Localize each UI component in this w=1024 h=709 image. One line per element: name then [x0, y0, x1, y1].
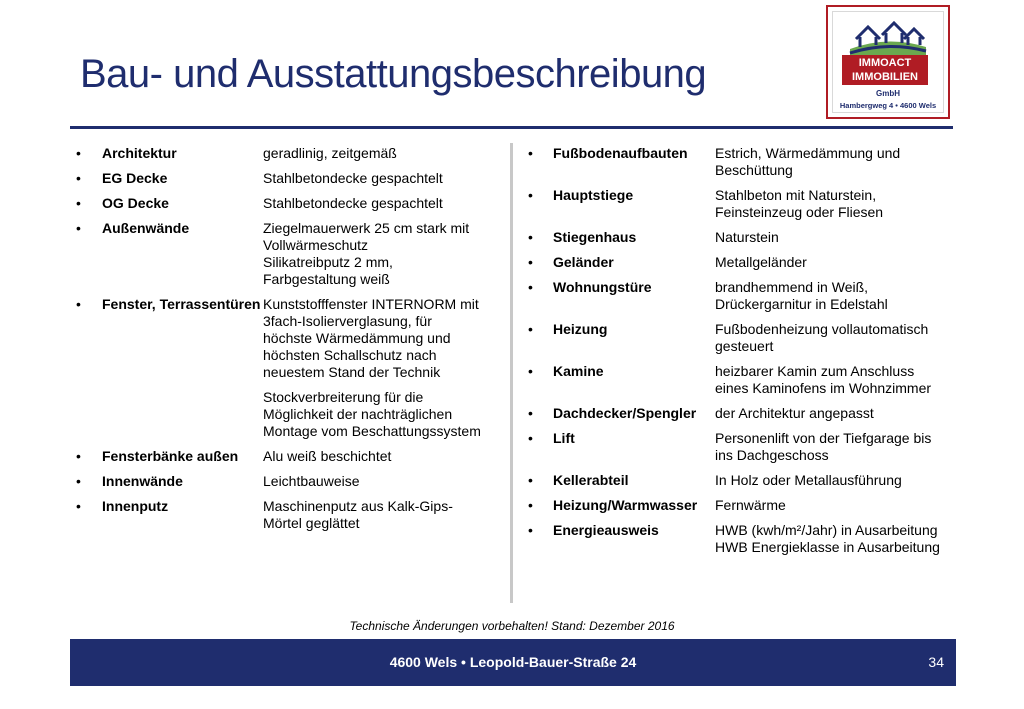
spec-label: Fußbodenaufbauten	[553, 145, 688, 161]
bullet-icon: •	[76, 170, 81, 186]
title-divider	[70, 126, 953, 129]
spec-label: OG Decke	[102, 195, 169, 211]
spec-row	[76, 296, 496, 381]
spec-label: Hauptstiege	[553, 187, 634, 203]
spec-row	[528, 472, 958, 489]
bullet-icon: •	[528, 254, 533, 270]
bullet-icon: •	[528, 522, 533, 538]
spec-label: Fensterbänke außen	[102, 448, 239, 464]
spec-description: Stockverbreiterung für die Möglichkeit der nachträglichen Montage vom Beschattungssystem	[263, 389, 481, 439]
spec-row	[528, 279, 958, 313]
spec-description: heizbarer Kamin zum Anschluss eines Kaminofens im Wohnzimmer	[715, 363, 932, 396]
spec-label: Architektur	[102, 145, 177, 161]
spec-description: Stahlbetondecke gespachtelt	[263, 195, 443, 211]
bullet-icon: •	[76, 473, 81, 489]
spec-description: Alu weiß beschichtet	[263, 448, 392, 464]
spec-description: Stahlbeton mit Naturstein, Feinsteinzeug oder Fliesen	[715, 187, 884, 220]
spec-row	[528, 405, 958, 422]
spec-row	[528, 229, 958, 246]
spec-description: Metallgeländer	[715, 254, 807, 270]
bullet-icon: •	[528, 145, 533, 161]
logo-badge	[842, 55, 928, 85]
spec-label: Lift	[553, 430, 575, 446]
footer-bar	[70, 639, 956, 686]
spec-description: Fernwärme	[715, 497, 786, 513]
logo-line2: IMMOBILIEN	[852, 71, 918, 83]
spec-label: Außenwände	[102, 220, 190, 236]
right-spec-list	[528, 145, 958, 564]
spec-description: brandhemmend in Weiß, Drückergarnitur in Edelstahl	[715, 279, 888, 312]
bullet-icon: •	[76, 220, 81, 236]
spec-row	[76, 220, 496, 288]
bullet-icon: •	[528, 430, 533, 446]
spec-label: Stiegenhaus	[553, 229, 637, 245]
bullet-icon: •	[76, 498, 81, 514]
spec-label: Dachdecker/Spengler	[553, 405, 697, 421]
bullet-icon: •	[528, 497, 533, 513]
logo-gmbh: GmbH	[876, 89, 900, 98]
spec-label: Energieausweis	[553, 522, 659, 538]
spec-row	[528, 497, 958, 514]
company-logo	[826, 5, 950, 119]
spec-row	[76, 473, 496, 490]
spec-row	[76, 389, 496, 440]
page-number: 34	[928, 654, 944, 670]
spec-description: HWB (kwh/m²/Jahr) in Ausarbeitung HWB Energieklasse in Ausarbeitung	[715, 522, 940, 555]
spec-description: Maschinenputz aus Kalk-Gips- Mörtel geglättet	[263, 498, 453, 531]
bullet-icon: •	[528, 229, 533, 245]
spec-row	[528, 363, 958, 397]
spec-row	[76, 498, 496, 532]
spec-description: Kunststofffenster INTERNORM mit 3fach-Isolierverglasung, für höchste Wärmedämmung und höchsten Schallschutz nach neuestem Stand der Technik	[263, 296, 479, 380]
spec-row	[76, 195, 496, 212]
spec-row	[528, 321, 958, 355]
spec-row	[76, 170, 496, 187]
bullet-icon: •	[528, 279, 533, 295]
spec-row	[76, 448, 496, 465]
spec-description: Stahlbetondecke gespachtelt	[263, 170, 443, 186]
bullet-icon: •	[528, 187, 533, 203]
spec-label: Kamine	[553, 363, 604, 379]
bullet-icon: •	[76, 145, 81, 161]
spec-label: Heizung/Warmwasser	[553, 497, 698, 513]
spec-description: Personenlift von der Tiefgarage bis ins Dachgeschoss	[715, 430, 932, 463]
spec-label: Fenster, Terrassentüren	[102, 296, 261, 312]
spec-description: Fußbodenheizung vollautomatisch gesteuert	[715, 321, 929, 354]
spec-row	[528, 522, 958, 556]
spec-row	[528, 145, 958, 179]
spec-description: In Holz oder Metallausführung	[715, 472, 902, 488]
spec-label: Geländer	[553, 254, 614, 270]
spec-label: Innenputz	[102, 498, 169, 514]
bullet-icon: •	[528, 363, 533, 379]
logo-address: Hambergweg 4 • 4600 Wels	[839, 101, 937, 110]
spec-label: Wohnungstüre	[553, 279, 652, 295]
column-divider	[510, 143, 513, 603]
spec-label: Heizung	[553, 321, 608, 337]
spec-description: Leichtbauweise	[263, 473, 360, 489]
bullet-icon: •	[528, 472, 533, 488]
spec-description: geradlinig, zeitgemäß	[263, 145, 397, 161]
spec-row	[528, 187, 958, 221]
disclaimer-note: Technische Änderungen vorbehalten! Stand: Dezember 2016	[349, 619, 675, 633]
spec-description: Estrich, Wärmedämmung und Beschüttung	[715, 145, 901, 178]
spec-description: Ziegelmauerwerk 25 cm stark mit Vollwärmeschutz Silikatreibputz 2 mm, Farbgestaltung weiß	[263, 220, 470, 287]
spec-label: Kellerabteil	[553, 472, 629, 488]
spec-description: der Architektur angepasst	[715, 405, 874, 421]
logo-line1: IMMOACT	[858, 57, 912, 69]
bullet-icon: •	[76, 296, 81, 312]
spec-row	[76, 145, 496, 162]
left-spec-list	[76, 145, 496, 540]
bullet-icon: •	[76, 448, 81, 464]
spec-row	[528, 254, 958, 271]
spec-label: Innenwände	[102, 473, 183, 489]
houses-icon	[846, 17, 930, 57]
bullet-icon: •	[76, 195, 81, 211]
spec-row	[528, 430, 958, 464]
spec-label: EG Decke	[102, 170, 168, 186]
footer-address: 4600 Wels • Leopold-Bauer-Straße 24	[389, 654, 637, 670]
spec-description: Naturstein	[715, 229, 779, 245]
page-title: Bau- und Ausstattungsbeschreibung	[80, 52, 707, 96]
bullet-icon: •	[528, 321, 533, 337]
bullet-icon: •	[528, 405, 533, 421]
